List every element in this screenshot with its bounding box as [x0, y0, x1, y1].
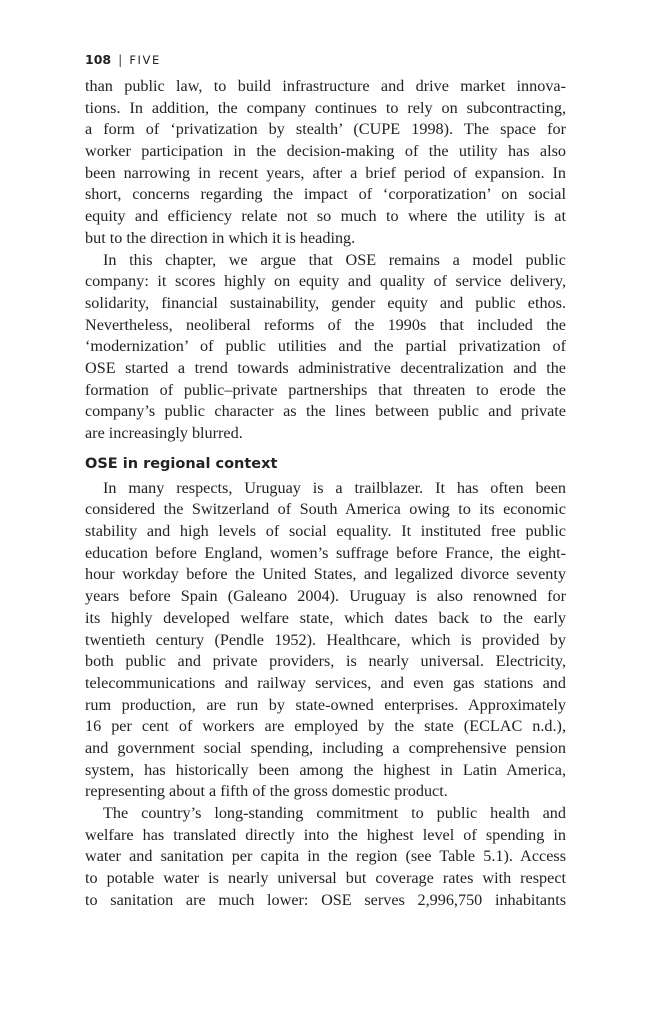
text-line: than public law, to build infrastructure and drive market innova-	[85, 77, 566, 95]
text-line: considered the Switzerland of South America owing to its economic	[85, 500, 566, 519]
text-line: and government social spending, including a comprehensive pension	[85, 738, 566, 757]
text-line: short, concerns regarding the impact of ‘corporatization’ on social	[85, 185, 566, 204]
paragraph-2	[85, 250, 566, 445]
text-line: system, has historically been among the highest in Latin America,	[85, 760, 566, 779]
book-page	[85, 52, 566, 911]
text-line: to potable water is nearly universal but coverage rates with respect	[85, 869, 566, 888]
text-line: education before England, women’s suffrage before France, the eight-	[85, 543, 566, 562]
chapter-label: FIVE	[129, 53, 161, 67]
text-line: years before Spain (Galeano 2004). Uruguay is also renowned for	[85, 587, 566, 606]
text-line: Nevertheless, neoliberal reforms of the 1990s that included the	[85, 315, 566, 334]
text-line: formation of public–private partnerships that threaten to erode the	[85, 380, 566, 399]
text-line: OSE started a trend towards administrative decentralization and the	[85, 358, 566, 377]
text-line: its highly developed welfare state, which dates back to the early	[85, 608, 566, 627]
text-line: are increasingly blurred.	[85, 424, 243, 442]
text-line: twentieth century (Pendle 1952). Healthcare, which is provided by	[85, 630, 566, 649]
text-line: welfare has translated directly into the highest level of spending in	[85, 825, 566, 844]
text-line: worker participation in the decision-making of the utility has also	[85, 142, 566, 161]
text-line: 16 per cent of workers are employed by the state (ECLAC n.d.),	[85, 717, 566, 736]
text-line: been narrowing in recent years, after a brief period of expansion. In	[85, 163, 566, 182]
text-line: hour workday before the United States, and legalized divorce seventy	[85, 565, 566, 584]
text-line: to sanitation are much lower: OSE serves 2,996,750 inhabitants	[85, 890, 566, 909]
text-line: but to the direction in which it is heading.	[85, 228, 356, 247]
running-head-separator: |	[118, 52, 123, 67]
text-line: company’s public character as the lines between public and private	[85, 402, 566, 421]
text-line: The country’s long-standing commitment to public health and	[103, 804, 566, 822]
text-line: In many respects, Uruguay is a trailblazer. It has often been	[103, 478, 566, 497]
paragraph-1	[85, 76, 566, 250]
page-number: 108	[85, 52, 112, 67]
text-line: representing about a fifth of the gross domestic product.	[85, 782, 448, 801]
text-line: solidarity, financial sustainability, gender equity and public ethos.	[85, 293, 566, 312]
text-line: rum production, are run by state-owned enterprises. Approximately	[85, 695, 566, 714]
text-line: stability and high levels of social equality. It instituted free public	[85, 522, 566, 541]
text-line: tions. In addition, the company continues to rely on subcontracting,	[85, 98, 566, 117]
paragraph-3	[85, 478, 566, 803]
text-line: a form of ‘privatization by stealth’ (CUPE 1998). The space for	[85, 120, 566, 139]
text-line: telecommunications and railway services, and even gas stations and	[85, 673, 566, 692]
running-head	[85, 52, 566, 76]
text-line: ‘modernization’ of public utilities and the partial privatization of	[85, 337, 566, 356]
section-heading: OSE in regional context	[85, 455, 278, 472]
text-line: company: it scores highly on equity and quality of service delivery,	[85, 272, 566, 291]
text-line: water and sanitation per capita in the region (see Table 5.1). Access	[85, 847, 566, 866]
text-line: both public and private providers, is nearly universal. Electricity,	[85, 652, 566, 671]
text-line: In this chapter, we argue that OSE remains a model public	[103, 250, 566, 269]
paragraph-4	[85, 803, 566, 911]
text-line: equity and efficiency relate not so much to where the utility is at	[85, 207, 566, 226]
